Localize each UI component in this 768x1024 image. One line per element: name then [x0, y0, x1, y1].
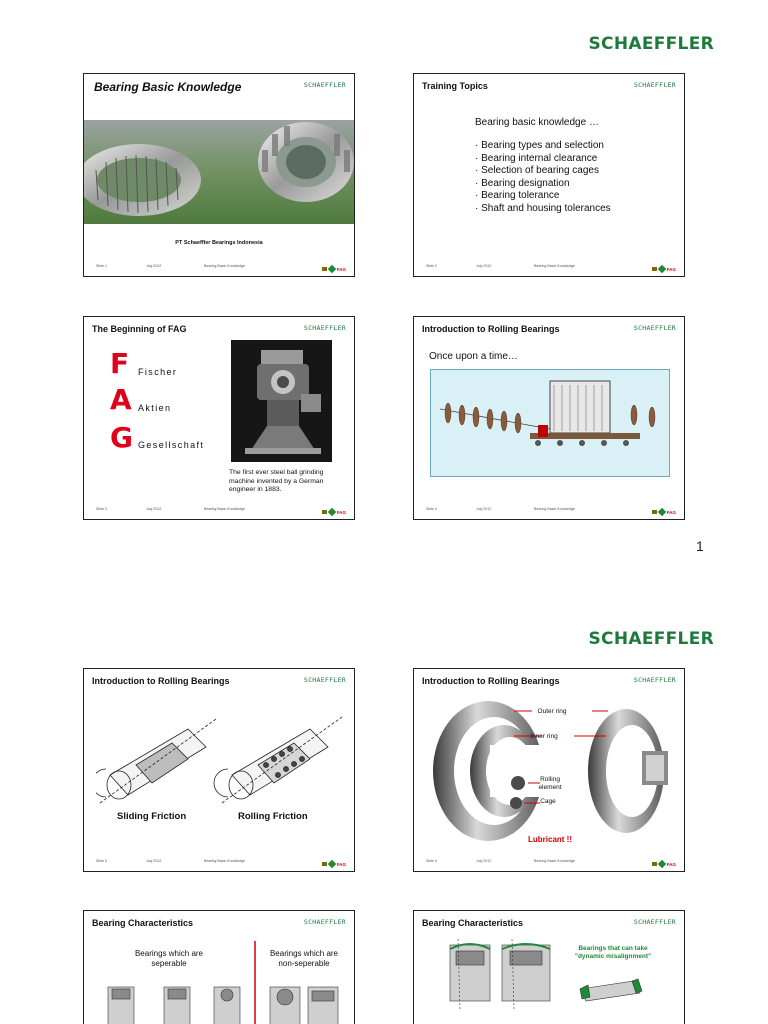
page-number: 1 — [696, 538, 704, 554]
slide-title: The Beginning of FAG — [92, 324, 187, 334]
bearings-photo — [84, 120, 355, 224]
slide-logo: SCHAEFFLER — [303, 676, 346, 684]
intro-text: Once upon a time… — [429, 351, 518, 362]
slide-7 — [83, 910, 355, 1024]
fag-letter-f: F — [110, 347, 130, 380]
fag-letter-a: A — [110, 383, 132, 416]
slide-title: Introduction to Rolling Bearings — [92, 676, 230, 686]
sliding-friction-label: Sliding Friction — [117, 811, 187, 822]
diamond-icon — [327, 508, 335, 516]
slide-footer: Slide 4 July 2012 Bearing Basic Knowledge FAG — [426, 507, 676, 515]
flag-icon — [322, 267, 327, 271]
topics-heading: Bearing basic knowledge … — [475, 117, 599, 128]
brand-logo: SCHAEFFLER — [588, 629, 714, 649]
diamond-icon — [657, 265, 665, 273]
slide-title: Bearing Characteristics — [422, 918, 524, 928]
slide-6 — [413, 668, 685, 872]
slide-3 — [83, 316, 355, 520]
slide-1 — [83, 73, 355, 277]
slide-logo: SCHAEFFLER — [633, 676, 676, 684]
machine-caption: The first ever steel ball grinding machine invented by a German engineer in 1883. — [229, 469, 324, 493]
slide-title: Training Topics — [422, 81, 488, 91]
slide-logo: SCHAEFFLER — [633, 324, 676, 332]
fag-word-gesellschaft: Gesellschaft — [138, 440, 205, 450]
slide-footer: Slide 3 July 2012 Bearing Basic Knowledge FAG — [96, 507, 346, 515]
slide-title: Introduction to Rolling Bearings — [422, 676, 560, 686]
slide-4 — [413, 316, 685, 520]
flag-icon — [652, 510, 657, 514]
ancient-transport-illustration — [430, 369, 670, 477]
non-seperable-label: Bearings which are non-seperable — [269, 949, 339, 968]
flag-icon — [652, 862, 657, 866]
slide-footer: Slide 1 July 2012 Bearing Basic Knowledge FAG — [96, 264, 346, 272]
rolling-element-label: Rolling element — [538, 776, 562, 791]
list-item: · Bearing internal clearance — [475, 152, 598, 164]
outer-ring-label: Outer ring — [537, 708, 567, 715]
flag-icon — [322, 862, 327, 866]
misalignment-label: Bearings that can take "dynamic misalignment" — [574, 945, 652, 960]
rolling-friction-label: Rolling Friction — [238, 811, 308, 822]
list-item: · Bearing designation — [475, 177, 570, 189]
flag-icon — [652, 267, 657, 271]
slide-logo: SCHAEFFLER — [303, 324, 346, 332]
brand-logo: SCHAEFFLER — [588, 34, 714, 54]
grinding-machine-photo — [231, 340, 332, 462]
misalignment-diagram — [414, 939, 685, 1024]
slide-8 — [413, 910, 685, 1024]
seperable-label: Bearings which are seperable — [134, 949, 204, 968]
fag-word-aktien: Aktien — [138, 403, 172, 413]
diamond-icon — [657, 860, 665, 868]
slide-logo: SCHAEFFLER — [633, 918, 676, 926]
list-item: · Selection of bearing cages — [475, 165, 599, 177]
friction-diagram — [96, 699, 346, 809]
list-item: · Bearing tolerance — [475, 190, 560, 202]
slide-footer: Slide 2 July 2012 Bearing Basic Knowledge FAG — [426, 264, 676, 272]
slide-subtitle: PT Schaeffler Bearings Indonesia — [175, 240, 263, 246]
diamond-icon — [327, 265, 335, 273]
slide-title: Bearing Basic Knowledge — [94, 80, 242, 94]
slide-logo: SCHAEFFLER — [633, 81, 676, 89]
slide-logo: SCHAEFFLER — [303, 918, 346, 926]
fag-word-fischer: Fischer — [138, 367, 178, 377]
slide-title: Bearing Characteristics — [92, 918, 194, 928]
slide-title: Introduction to Rolling Bearings — [422, 324, 560, 334]
slide-2 — [413, 73, 685, 277]
cage-label: Cage — [540, 798, 556, 805]
list-item: · Bearing types and selection — [475, 140, 604, 151]
bearing-sections-diagram — [84, 939, 355, 1024]
diamond-icon — [327, 860, 335, 868]
diamond-icon — [657, 508, 665, 516]
lubricant-label: Lubricant !! — [528, 835, 572, 844]
topics-list — [475, 140, 611, 216]
slide-logo: SCHAEFFLER — [303, 81, 346, 89]
flag-icon — [322, 510, 327, 514]
slide-footer: Slide 5 July 2012 Bearing Basic Knowledge FAG — [96, 859, 346, 867]
slide-footer: Slide 6 July 2012 Bearing Basic Knowledge FAG — [426, 859, 676, 867]
slide-5 — [83, 668, 355, 872]
fag-letter-g: G — [110, 421, 133, 454]
list-item: · Shaft and housing tolerances — [475, 202, 611, 214]
inner-ring-label: Inner ring — [530, 733, 558, 740]
